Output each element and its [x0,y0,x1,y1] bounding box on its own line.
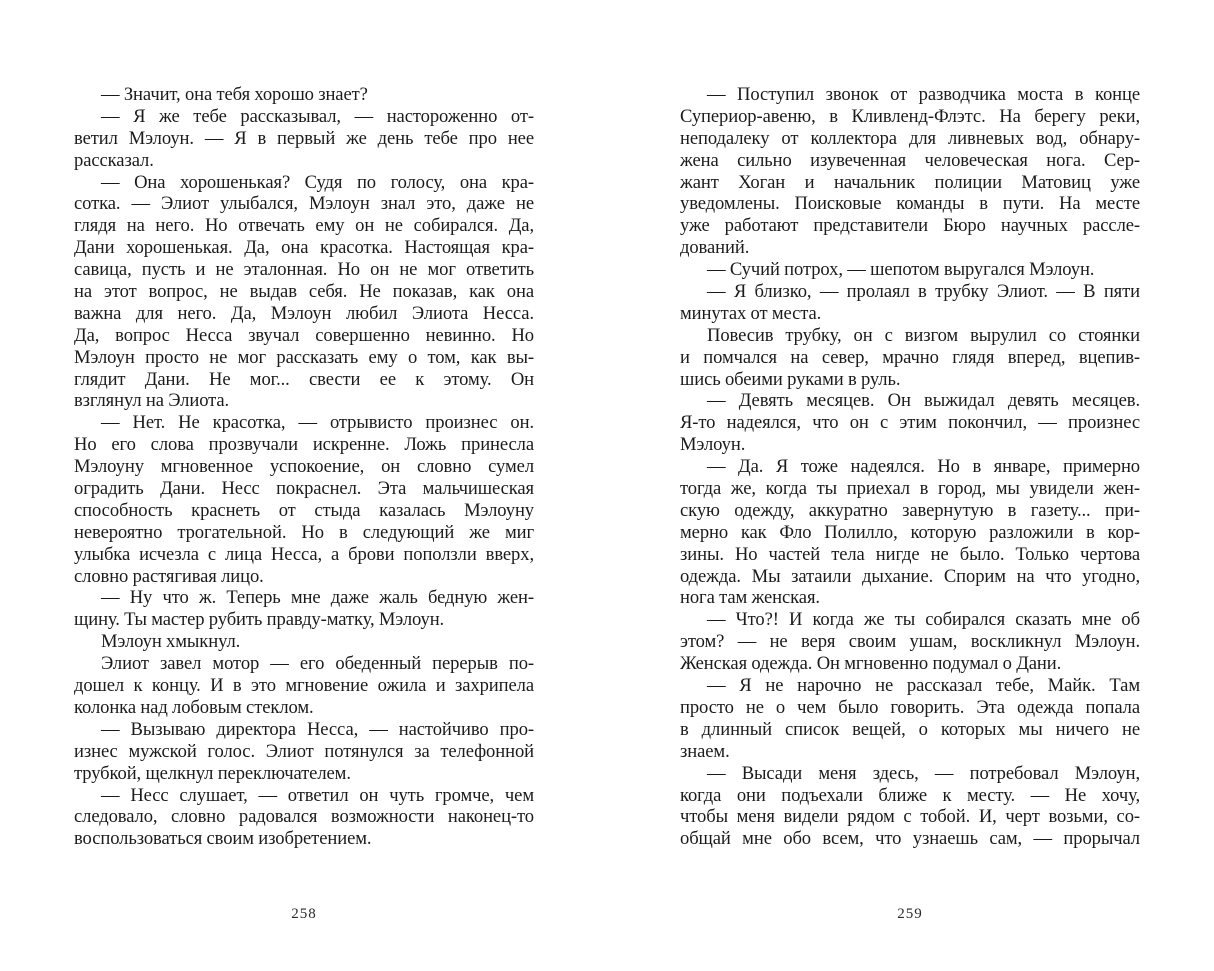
text-line: Элиот завел мотор — его обеденный перерыв по- [101,653,534,675]
text-line: важна для него. Да, Мэлоун любил Элиота Несса. [74,302,534,324]
text-line: — Несс слушает, — ответил он чуть громче, чем [101,784,534,806]
text-line: Женская одежда. Он мгновенно подумал о Дани. [680,653,1062,675]
text-line: следовало, словно радовался возможности наконец-то [74,806,534,828]
text-line: щину. Ты мастер рубить правду-матку, Мэлоун. [74,609,445,631]
text-line: — Я близко, — пролаял в трубку Элиот. — В пяти [707,281,1140,303]
left-page-number: 258 [291,906,317,922]
text-line: воспользоваться своим изобретением. [74,828,372,850]
text-line: трубкой, щелкнул переключателем. [74,762,351,784]
text-line: когда они подъехали ближе к месту. — Не хочу, [680,784,1140,806]
text-line: в длинный список вещей, о которых мы ничего не [680,718,1140,740]
text-line: этом? — не веря своим ушам, воскликнул Мэлоун. [680,631,1140,653]
text-line: — Девять месяцев. Он выжидал девять месяцев. [707,390,1140,412]
text-line: — Я же тебе рассказывал, — настороженно от- [101,105,534,127]
text-line: савица, пусть и не эталонная. Но он не мог ответить [74,259,534,281]
text-line: улыбка исчезла с лица Несса, а брови поползли вверх, [74,543,534,565]
text-line: жена сильно изувеченная человеческая нога. Сер- [680,149,1140,171]
text-line: просто не о чем было говорить. Эта одежда попала [680,696,1140,718]
text-line: Я-то надеялся, что он с этим покончил, — произнес [680,412,1140,434]
text-line: колонка над лобовым стеклом. [74,696,314,718]
text-line: — Я не нарочно не рассказал тебе, Майк. Там [707,675,1140,697]
text-line: мерно как Фло Полилло, которую разложили в кор- [680,521,1140,543]
text-line: зины. Но частей тела нигде не было. Только чертова [680,543,1140,565]
text-line: глядит Дани. Не мог... свести ее к этому. Он [74,368,534,390]
text-line: ветил Мэлоун. — Я в первый же день тебе про нее [74,127,534,149]
text-line: дошел к концу. И в это мгновение ожила и захрипела [74,675,534,697]
right-page-text [680,84,1140,850]
text-line: изнес мужской голос. Элиот потянулся за телефонной [74,740,534,762]
text-line: невероятно трогательной. Но в следующий же миг [74,521,534,543]
text-line: способность краснеть от стыда казалась Мэлоуну [74,499,534,521]
text-line: Повесив трубку, он с визгом вырулил со стоянки [707,324,1140,346]
text-line: Мэлоун хмыкнул. [101,631,241,653]
text-line: — Высади меня здесь, — потребовал Мэлоун, [707,762,1140,784]
text-line: — Да. Я тоже надеялся. Но в январе, примерно [707,456,1140,478]
text-line: словно растягивая лицо. [74,565,264,587]
left-page [74,84,534,954]
text-line: Мэлоун просто не мог рассказать ему о том, как вы- [74,346,534,368]
text-line: Но его слова прозвучали искренне. Ложь принесла [74,434,534,456]
text-line: — Что?! И когда же ты собирался сказать мне об [707,609,1140,631]
text-line: дований. [680,237,750,259]
text-line: шись обеими руками в руль. [680,368,901,390]
text-line: неподалеку от коллектора для ливневых вод, обнару- [680,127,1140,149]
text-line: сотка. — Элиот улыбался, Мэлоун знал это, даже не [74,193,534,215]
text-line: Мэлоун. [680,434,746,456]
text-line: и помчался на север, мрачно глядя вперед, вцепив- [680,346,1140,368]
text-line: жант Хоган и начальник полиции Матовиц уже [680,171,1140,193]
text-line: Супериор-авеню, в Кливленд-Флэтс. На берегу реки, [680,105,1140,127]
text-line: уже работают представители Бюро научных рассле- [680,215,1140,237]
text-line: знаем. [680,740,730,762]
text-line: — Сучий потрох, — шепотом выругался Мэлоун. [707,259,1095,281]
text-line: на этот вопрос, не выдав себя. Не показав, как она [74,281,534,303]
text-line: минутах от места. [680,302,822,324]
text-line: Мэлоуну мгновенное успокоение, он словно сумел [74,456,534,478]
text-line: глядя на него. Но отвечать ему он не собирался. Да, [74,215,534,237]
right-page-number: 259 [897,906,923,922]
text-line: общай мне обо всем, что узнаешь сам, — прорычал [680,828,1140,850]
text-line: — Ну что ж. Теперь мне даже жаль бедную жен- [101,587,534,609]
text-line: скую одежду, аккуратно завернутую в газету... при- [680,499,1140,521]
left-page-text [74,84,534,850]
text-line: тогда же, когда ты приехал в город, мы увидели жен- [680,478,1140,500]
text-line: — Она хорошенькая? Судя по голосу, она кра- [101,171,534,193]
text-line: уведомлены. Поисковые команды в пути. На месте [680,193,1140,215]
text-line: одежда. Мы затаили дыхание. Спорим на что угодно, [680,565,1140,587]
text-line: взглянул на Элиота. [74,390,230,412]
text-line: — Поступил звонок от разводчика моста в конце [707,84,1140,105]
text-line: рассказал. [74,149,154,171]
text-line: чтобы меня видели рядом с тобой. И, черт возьми, со- [680,806,1140,828]
text-line: — Вызываю директора Несса, — настойчиво про- [101,718,534,740]
text-line: Да, вопрос Несса звучал совершенно невинно. Но [74,324,534,346]
text-line: — Нет. Не красотка, — отрывисто произнес он. [101,412,534,434]
text-line: оградить Дани. Несс покраснел. Эта мальчишеская [74,478,534,500]
text-line: нога там женская. [680,587,820,609]
right-page [680,84,1140,954]
text-line: — Значит, она тебя хорошо знает? [101,84,368,105]
text-line: Дани хорошенькая. Да, она красотка. Настоящая кра- [74,237,534,259]
